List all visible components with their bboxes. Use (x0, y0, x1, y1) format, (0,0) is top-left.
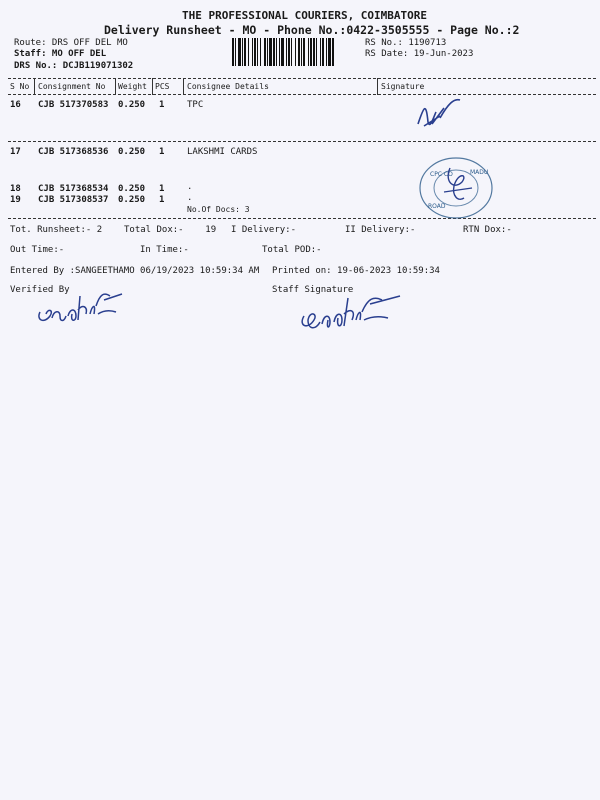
col-header-pcs: PCS (155, 82, 170, 91)
row-17-pcs: 1 (159, 147, 165, 157)
verified-by-label: Verified By (10, 285, 70, 295)
row-19-sno: 19 (10, 195, 21, 205)
verified-by-signature (34, 286, 129, 330)
company-title: THE PROFESSIONAL COURIERS, COIMBATORE (182, 9, 428, 22)
row-18-sno: 18 (10, 184, 21, 194)
svg-text:CPC CO: CPC CO (430, 171, 453, 178)
company-stamp (414, 152, 504, 224)
route-text: Route: DRS OFF DEL MO (14, 38, 128, 48)
row-16-weight: 0.250 (118, 100, 146, 110)
row-18-weight: 0.250 (118, 184, 146, 194)
row-18-consignee: . (187, 182, 193, 192)
printed-on: Printed on: 19-06-2023 10:59:34 (272, 266, 440, 276)
rtn-dox: RTN Dox:- (463, 225, 512, 235)
svg-text:MADU: MADU (470, 169, 489, 176)
staff-text: Staff: MO OFF DEL (14, 49, 107, 59)
table-header-rule (8, 94, 596, 95)
row-16-pcs: 1 (159, 100, 165, 110)
col-divider (34, 78, 35, 95)
col-divider (377, 78, 378, 95)
no-of-docs: No.Of Docs: 3 (187, 205, 250, 214)
row-rule (8, 141, 596, 142)
row-19-pcs: 1 (159, 195, 165, 205)
drs-number: DRS No.: DCJB119071302 (14, 61, 134, 71)
table-bottom-rule (8, 218, 596, 219)
col-divider (183, 78, 184, 95)
i-delivery: I Delivery:- (231, 225, 297, 235)
rs-date: RS Date: 19-Jun-2023 (365, 49, 474, 59)
col-header-signature: Signature (381, 82, 425, 91)
row-16-sno: 16 (10, 100, 21, 110)
row-17-consignment: CJB 517368536 (38, 147, 109, 157)
row-17-consignee: LAKSHMI CARDS (187, 147, 258, 157)
row-18-pcs: 1 (159, 184, 165, 194)
svg-text:ROAD: ROAD (428, 203, 446, 210)
staff-signature-label: Staff Signature (272, 285, 354, 295)
row-18-consignment: CJB 517368534 (38, 184, 109, 194)
col-header-sno: S No (10, 82, 30, 91)
col-header-consignee: Consignee Details (187, 82, 269, 91)
table-top-rule (8, 78, 596, 79)
ii-delivery: II Delivery:- (345, 225, 416, 235)
recipient-signature-16 (410, 94, 470, 139)
runsheet-subtitle: Delivery Runsheet - MO - Phone No.:0422-3505555 - Page No.:2 (104, 23, 520, 37)
row-19-weight: 0.250 (118, 195, 146, 205)
total-dox: Total Dox:- 19 (124, 225, 217, 235)
out-time: Out Time:- (10, 245, 65, 255)
rs-number: RS No.: 1190713 (365, 38, 447, 48)
col-header-consignment: Consignment No (38, 82, 106, 91)
col-divider (152, 78, 153, 95)
row-19-consignment: CJB 517308537 (38, 195, 109, 205)
row-19-consignee: . (187, 193, 193, 203)
total-pod: Total POD:- (262, 245, 322, 255)
tot-runsheet: Tot. Runsheet:- 2 (10, 225, 103, 235)
row-16-consignee: TPC (187, 100, 204, 110)
staff-signature (296, 290, 406, 336)
col-header-weight: Weight (118, 82, 147, 91)
barcode-image (232, 38, 358, 66)
row-17-weight: 0.250 (118, 147, 146, 157)
col-divider (115, 78, 116, 95)
entered-by: Entered By :SANGEETHAMO 06/19/2023 10:59:34 AM (10, 266, 260, 276)
in-time: In Time:- (140, 245, 189, 255)
row-16-consignment: CJB 517370583 (38, 100, 109, 110)
row-17-sno: 17 (10, 147, 21, 157)
